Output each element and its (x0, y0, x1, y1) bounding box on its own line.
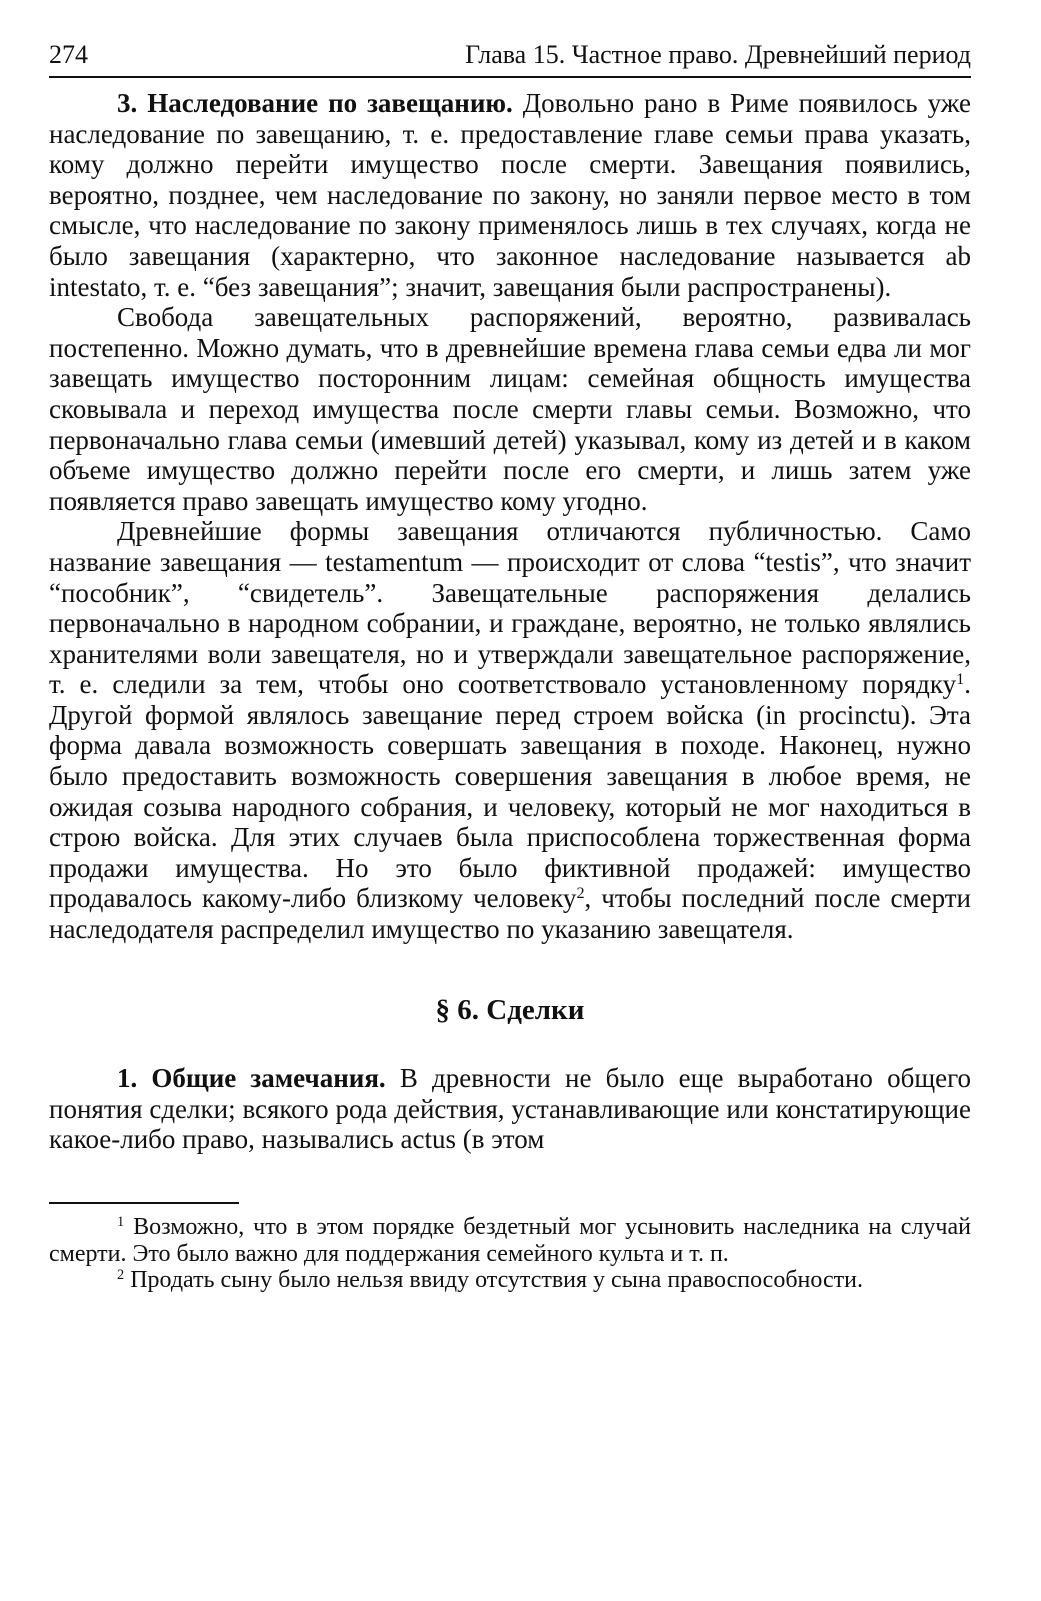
footnote-mark: 1 (117, 1214, 125, 1231)
paragraph-text: . Другой формой являлось завещание перед строем войска (in procinctu). Эта форма давала возможность совершать завещания в походе. Наконец, нужно было предоставить возможность совершения завещания в любое время, не ожидая созыва народного собрания, и человеку, который не мог находиться в строю войска. Для этих случаев была приспособлена торжественная форма продажи имущества. Но это было фиктивной продажей: имущество продавалось какому-либо близкому человеку (49, 669, 971, 914)
footnote (49, 1214, 971, 1267)
paragraph-testament-inheritance (49, 88, 971, 302)
footnote-ref[interactable]: 2 (576, 884, 585, 903)
page-number: 274 (49, 40, 88, 69)
footnotes (49, 1214, 971, 1294)
footnote-text: Возможно, что в этом порядке бездетный мог усыновить наследника на случай смерти. Это было важно для поддержания семейного культа и т. п. (49, 1214, 971, 1267)
paragraph-freedom-of-testament (49, 302, 971, 516)
running-header (49, 40, 971, 78)
paragraph-text: Довольно рано в Риме появилось уже наследование по завещанию, т. е. предоставление главе семьи права указать, кому должно перейти имущество после смерти. Завещания появились, вероятно, позднее, чем наследование по закону, но заняли первое место в том смысле, что наследование по закону применялось лишь в тех случаях, когда не было завещания (характерно, что законное наследование называется ab intestato, т. е. “без завещания”; значит, завещания были распространены). (49, 88, 971, 302)
footnote-text: Продать сыну было нельзя ввиду отсутствия у сына правоспособности. (124, 1267, 863, 1293)
footnote (49, 1267, 971, 1294)
footnote-mark: 2 (117, 1267, 125, 1284)
paragraph-text: В древности не было еще выработано общего понятия сделки; всякого рода действия, устанавливающие или констатирующие какое-либо право, назывались actus (в этом (49, 1063, 971, 1155)
running-title: Глава 15. Частное право. Древнейший период (465, 40, 971, 69)
paragraph-text: Древнейшие формы завещания отличаются публичностью. Само название завещания — testamentum — происходит от слова “testis”, что значит “пособник”, “свидетель”. Завещательные распоряжения делались первоначально в народном собрании, и граждане, вероятно, не только являлись хранителями воли завещателя, но и утверждали завещательное распоряжение, т. е. следили за тем, чтобы оно соответствовало установленному порядку (49, 516, 971, 700)
main-text (49, 88, 971, 1155)
footnote-ref[interactable]: 1 (956, 670, 965, 689)
paragraph-text: Свобода завещательных распоряжений, вероятно, развивалась постепенно. Можно думать, что в древнейшие времена глава семьи едва ли мог завещать имущество посторонним лицам: семейная общность имущества сковывала и переход имущества после смерти главы семьи. Возможно, что первоначально глава семьи (имевший детей) указывал, кому из детей и в каком объеме имущество должно перейти после его смерти, и лишь затем уже появляется право завещать имущество кому угодно. (49, 302, 971, 516)
paragraph-lead: 3. Наследование по завещанию. (117, 88, 513, 118)
paragraph-general-remarks (49, 1063, 971, 1155)
section-heading: § 6. Сделки (435, 993, 585, 1026)
paragraph-lead: 1. Общие замечания. (117, 1063, 386, 1094)
paragraph-text: , чтобы последний после смерти наследодателя распределил имущество по указанию завещателя. (49, 883, 971, 945)
paragraph-ancient-forms (49, 516, 971, 944)
footnote-divider (49, 1202, 239, 1204)
book-page (49, 40, 971, 1294)
